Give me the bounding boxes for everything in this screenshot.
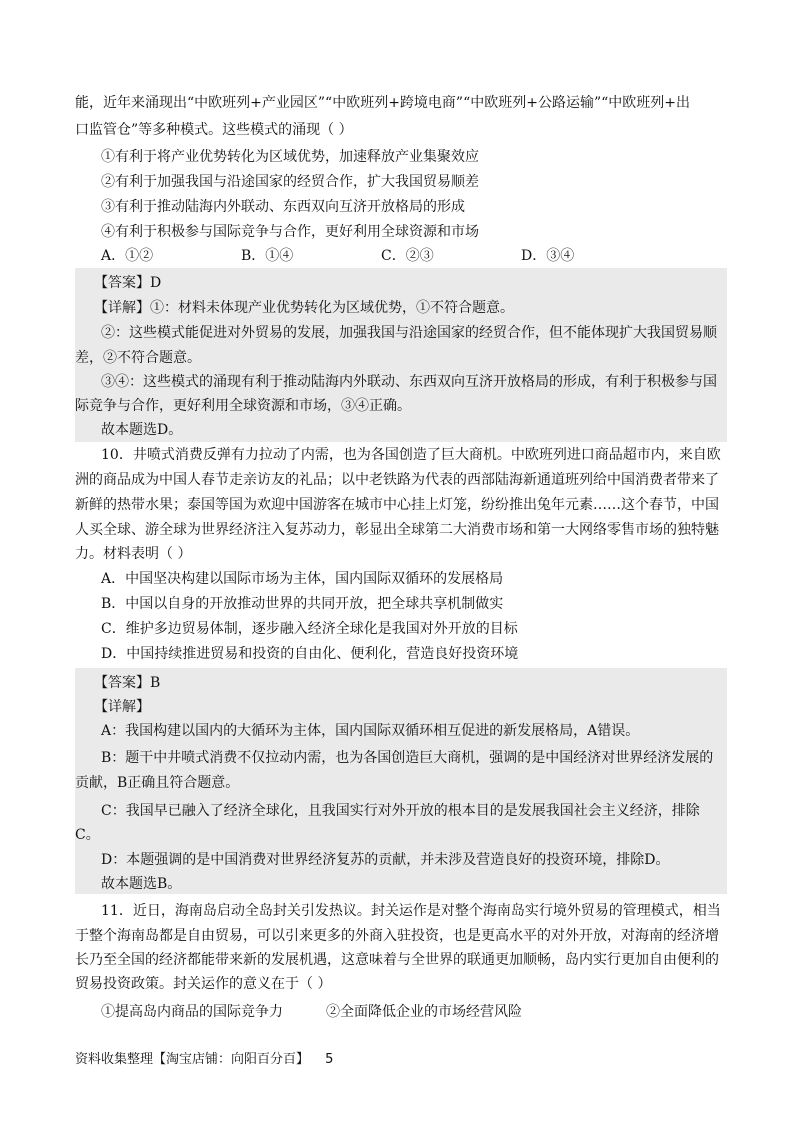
q10-detail-5: C：我国早已融入了经济全球化，且我国实行对外开放的根本目的是发展我国社会主义经济，排除	[101, 803, 700, 819]
q9-detail-6: 故本题选D。	[101, 422, 183, 438]
q9-option-a: A．①②	[101, 248, 154, 264]
q10-answer: 【答案】B	[94, 675, 161, 691]
footer-text: 资料收集整理【淘宝店铺：向阳百分百】	[75, 1052, 310, 1067]
q9-options	[101, 244, 751, 268]
q10-detail-6: C。	[75, 827, 100, 843]
q10-option-c: C．维护多边贸易体制，逐步融入经济全球化是我国对外开放的目标	[101, 621, 518, 637]
q10-stem-1: 10．井喷式消费反弹有力拉动了内需，也为各国创造了巨大商机。中欧班列进口商品超市内，来自欧	[101, 447, 721, 463]
q9-option-d: D．③④	[521, 248, 575, 264]
q9-detail-1: 【详解】①：材料未体现产业优势转化为区域优势，①不符合题意。	[94, 300, 514, 316]
q9-detail-4: ③④：这些模式的涌现有利于推动陆海内外联动、东西双向互济开放格局的形成，有利于积极参与国	[101, 374, 717, 390]
q11-statements	[101, 1000, 751, 1024]
q10-detail-7: D：本题强调的是中国消费对世界经济复苏的贡献，并未涉及营造良好的投资环境，排除D。	[101, 852, 670, 868]
q9-statement-1: ①有利于将产业优势转化为区域优势，加速释放产业集聚效应	[101, 149, 479, 165]
q9-statement-3: ③有利于推动陆海内外联动、东西双向互济开放格局的形成	[101, 199, 465, 215]
q10-detail-3: B：题干中井喷式消费不仅拉动内需，也为各国创造巨大商机，强调的是中国经济对世界经济发展的	[101, 750, 714, 766]
q9-stem-line-2: 口监管仓”等多种模式。这些模式的涌现（ ）	[75, 122, 353, 138]
q9-answer: 【答案】D	[94, 275, 162, 291]
q11-statement-1: ①提高岛内商品的国际竞争力	[101, 1004, 283, 1020]
q11-stem-3: 长乃至全国的经济都能带来新的发展机遇，这意味着与全世界的联通更加顺畅，岛内实行更加自由便利的	[75, 952, 719, 968]
q9-detail-2: ②：这些模式能促进对外贸易的发展，加强我国与沿途国家的经贸合作，但不能体现扩大我国贸易顺	[101, 325, 717, 341]
q10-stem-4: 人买全球、游全球为世界经济注入复苏动力，彰显出全球第二大消费市场和第一大网络零售市场的独特魅	[75, 522, 719, 538]
q11-stem-2: 于整个海南岛都是自由贸易，可以引来更多的外商入驻投资，也是更高水平的对外开放，对海南的经济增	[75, 928, 719, 944]
q10-stem-2: 洲的商品成为中国人春节走亲访友的礼品；以中老铁路为代表的西部陆海新通道班列给中国消费者带来了	[75, 472, 719, 488]
q10-stem-5: 力。材料表明（ ）	[75, 546, 192, 562]
page-footer	[75, 1050, 333, 1070]
q9-option-b: B．①④	[241, 248, 294, 264]
q9-detail-5: 际竞争与合作，更好利用全球资源和市场，③④正确。	[75, 398, 411, 414]
page-number: 5	[325, 1052, 334, 1067]
q11-statement-2: ②全面降低企业的市场经营风险	[326, 1004, 522, 1020]
q10-stem-3: 新鲜的热带水果；泰国等国为欢迎中国游客在城市中心挂上灯笼，纷纷推出兔年元素……这个春节，中国	[75, 497, 719, 513]
q10-detail-4: 贡献，B正确且符合题意。	[75, 775, 240, 791]
q10-option-b: B．中国以自身的开放推动世界的共同开放，把全球共享机制做实	[101, 596, 504, 612]
q11-stem-1: 11．近日，海南岛启动全岛封关引发热议。封关运作是对整个海南岛实行境外贸易的管理模式，相当	[101, 903, 721, 919]
q10-option-d: D．中国持续推进贸易和投资的自由化、便利化，营造良好投资环境	[101, 646, 519, 662]
q9-statement-2: ②有利于加强我国与沿途国家的经贸合作，扩大我国贸易顺差	[101, 174, 479, 190]
q11-stem-4: 贸易投资政策。封关运作的意义在于（ ）	[75, 976, 332, 992]
q9-statement-4: ④有利于积极参与国际竞争与合作，更好利用全球资源和市场	[101, 224, 479, 240]
q9-stem-line-1: 能，近年来涌现出“中欧班列+产业园区”“中欧班列+跨境电商”“中欧班列+公路运输”“中欧班列+出	[75, 95, 691, 111]
q10-detail-8: 故本题选B。	[101, 876, 182, 892]
q9-detail-3: 差，②不符合题意。	[75, 350, 201, 366]
q10-detail-1: 【详解】	[94, 699, 150, 715]
q9-option-c: C．②③	[381, 248, 434, 264]
q10-detail-2: A：我国构建以国内的大循环为主体，国内国际双循环相互促进的新发展格局，A错误。	[101, 723, 640, 739]
q10-option-a: A．中国坚决构建以国际市场为主体，国内国际双循环的发展格局	[101, 571, 504, 587]
